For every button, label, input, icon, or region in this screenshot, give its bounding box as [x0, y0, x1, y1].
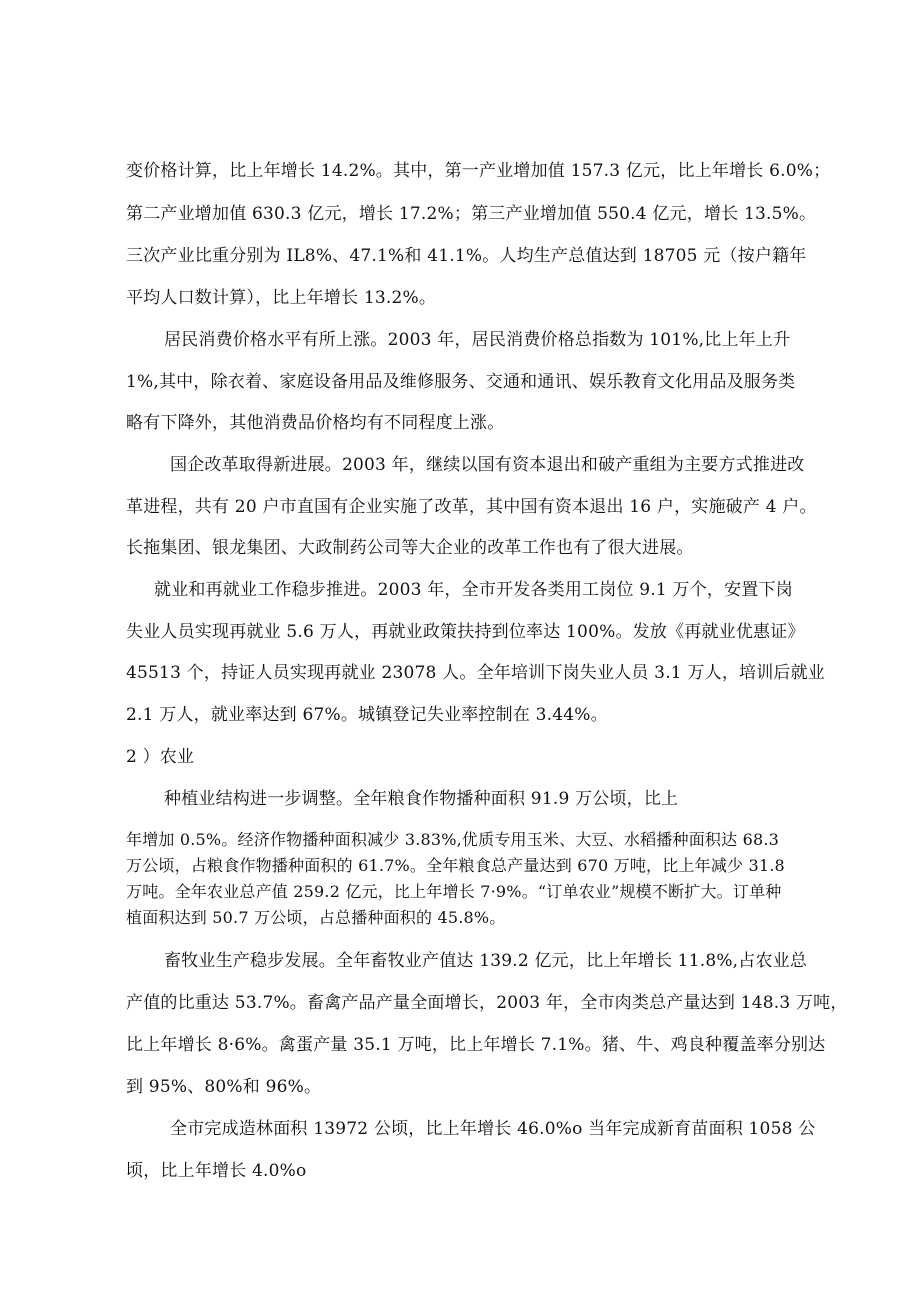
paragraph-3-line-3: 长拖集团、银龙集团、大政制药公司等大企业的改革工作也有了很大进展。 [126, 538, 694, 558]
paragraph-5-line-4: 万吨。全年农业总产值 259.2 亿元，比上年增长 7·9%。“订单农业”规模不断扩大。订单种 [126, 882, 782, 901]
paragraph-7-line-2: 顷，比上年增长 4.0%o [126, 1161, 307, 1181]
paragraph-1-line-2: 第二产业增加值 630.3 亿元，增长 17.2%；第三产业增加值 550.4 亿元，增长 13.5%。 [126, 204, 817, 224]
paragraph-6-line-4: 到 95%、80%和 96%。 [126, 1077, 322, 1097]
paragraph-1-line-4: 平均人口数计算），比上年增长 13.2%。 [126, 288, 437, 308]
paragraph-1-line-1: 变价格计算，比上年增长 14.2%。其中，第一产业增加值 157.3 亿元，比上年增长 6.0%； [126, 161, 831, 181]
paragraph-3-line-2: 革进程，共有 20 户市直国有企业实施了改革，其中国有资本退出 16 户，实施破产 4 户。 [126, 497, 817, 517]
paragraph-7-line-1: 全市完成造林面积 13972 公顷，比上年增长 46.0%o 当年完成新育苗面积 1058 公 [170, 1119, 816, 1139]
paragraph-5-line-3: 万公顷，占粮食作物播种面积的 61.7%。全年粮食总产量达到 670 万吨，比上年减少 31.8 [126, 856, 785, 875]
paragraph-2-line-2: 1%,其中，除衣着、家庭设备用品及维修服务、交通和通讯、娱乐教育文化用品及服务类 [126, 372, 796, 392]
paragraph-4-line-1: 就业和再就业工作稳步推进。2003 年，全市开发各类用工岗位 9.1 万个，安置下岗 [154, 580, 793, 600]
paragraph-6-line-1: 畜牧业生产稳步发展。全年畜牧业产值达 139.2 亿元，比上年增长 11.8%,占农业总 [164, 951, 808, 971]
paragraph-6-line-3: 比上年增长 8·6%。禽蛋产量 35.1 万吨，比上年增长 7.1%。猪、牛、鸡良种覆盖率分别达 [126, 1035, 826, 1055]
section-heading-agriculture: 2 ）农业 [126, 747, 195, 767]
paragraph-1-line-3: 三次产业比重分别为 IL8%、47.1%和 41.1%。人均生产总值达到 18705 元（按户籍年 [126, 246, 807, 266]
paragraph-4-line-2: 失业人员实现再就业 5.6 万人，再就业政策扶持到位率达 100%。发放《再就业优惠证》 [126, 622, 805, 642]
paragraph-5-line-2: 年增加 0.5%。经济作物播种面积减少 3.83%,优质专用玉米、大豆、水稻播种面积达 68.3 [126, 830, 780, 849]
paragraph-4-line-4: 2.1 万人，就业率达到 67%。城镇登记失业率控制在 3.44%。 [126, 705, 608, 725]
paragraph-5-line-5: 植面积达到 50.7 万公顷，占总播种面积的 45.8%。 [126, 908, 506, 927]
paragraph-6-line-2: 产值的比重达 53.7%。畜禽产品产量全面增长，2003 年，全市肉类总产量达到 148.3 万吨， [126, 993, 848, 1013]
paragraph-5-line-1: 种植业结构进一步调整。全年粮食作物播种面积 91.9 万公顷，比上 [164, 789, 679, 809]
paragraph-2-line-3: 略有下降外，其他消费品价格均有不同程度上涨。 [126, 413, 505, 433]
paragraph-2-line-1: 居民消费价格水平有所上涨。2003 年，居民消费价格总指数为 101%,比上年上升 [164, 330, 791, 350]
paragraph-3-line-1: 国企改革取得新进展。2003 年，继续以国有资本退出和破产重组为主要方式推进改 [170, 455, 805, 475]
paragraph-4-line-3: 45513 个，持证人员实现再就业 23078 人。全年培训下岗失业人员 3.1 万人，培训后就业 [126, 663, 826, 683]
